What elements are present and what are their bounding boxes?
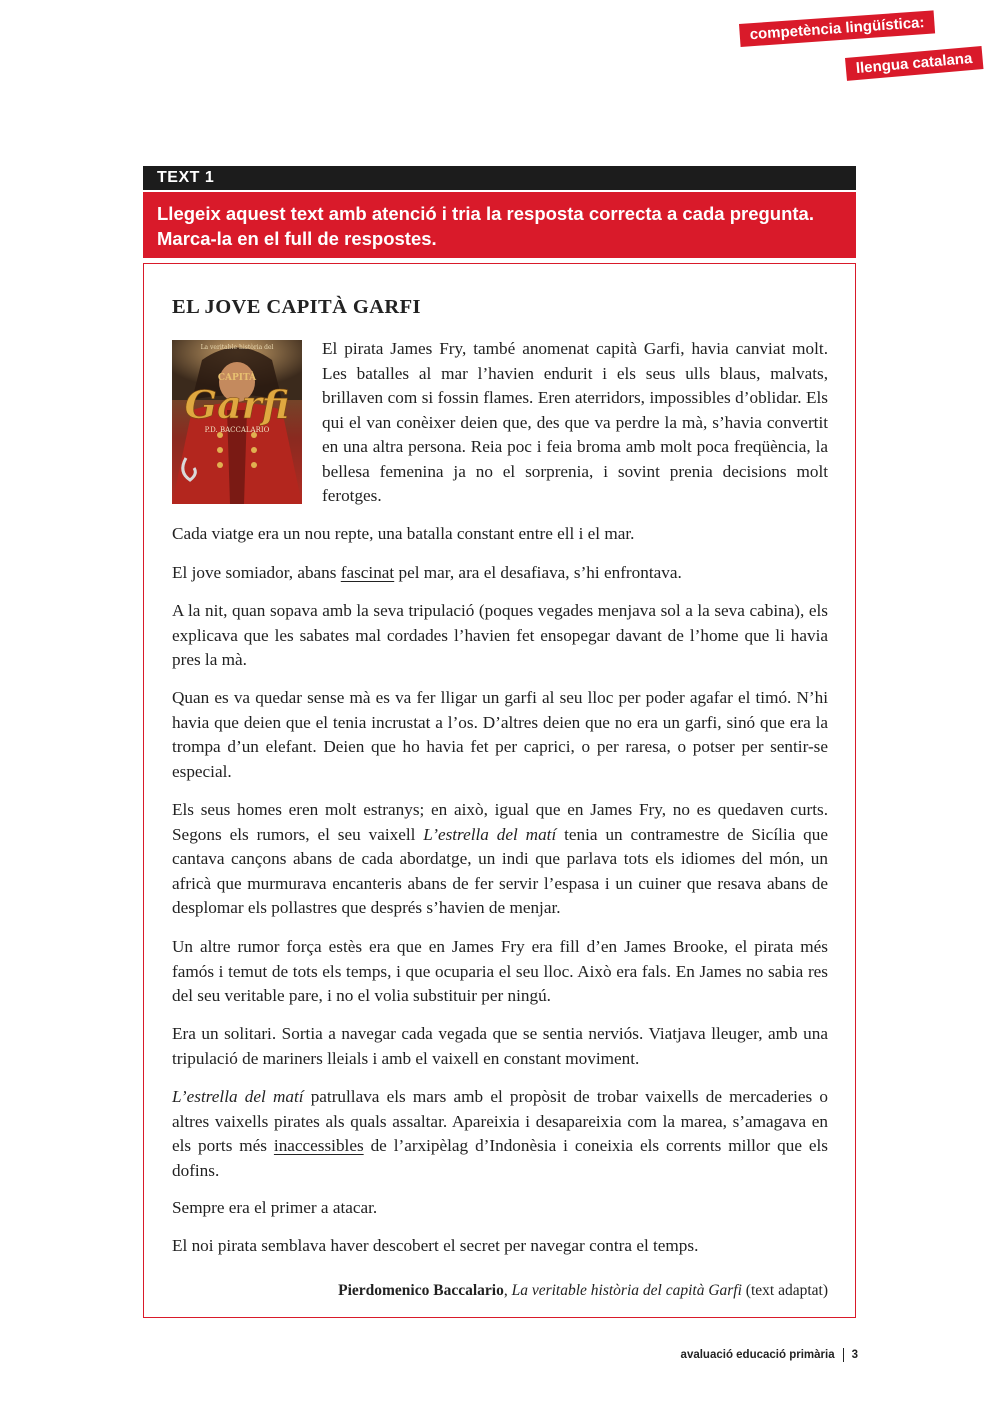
paragraph-9 — [172, 1196, 828, 1221]
paragraph-7 — [172, 1022, 828, 1071]
paragraph-6-text: Un altre rumor força estès era que en James Fry era fill d’en James Brooke, el pirata més famós i temut de tots els temps, i que ocuparia el seu lloc. Això era fals. En James no sabia res del seu veritable pare, i no el volia substituir per ningú. — [172, 937, 828, 1005]
cover-title-small: CAPITÀ — [217, 373, 257, 383]
paragraph-5 — [172, 798, 828, 921]
intro-text: El pirata James Fry, també anomenat capità Garfi, havia canviat molt. Les batalles al mar l’havien endurit i els seus ulls blaus, malvats, brillaven com si fossin flames. Eren aterridors, impossibles d’oblidar. Els qui el van conèixer deien que, des que va perdre la mà, s’havia convertit en una altra persona. Reia poc i feia broma amb molt poca freqüència, la bellesa femenina ja no el sorprenia, i sovint prenia decisions molt ferotges. — [322, 339, 828, 505]
instructions-banner — [143, 192, 856, 258]
instruction-line-1: Llegeix aquest text amb atenció i tria la resposta correcta a cada pregunta. — [157, 203, 814, 224]
paragraph-1 — [172, 522, 828, 547]
p8-middle: patrullava els mars amb el propòsit de trobar vaixells de mercaderies o altres vaixells pirates als quals assaltar. Apareixia i desapareixia com la marea, s’amagava en els ports més — [172, 1087, 828, 1155]
p8-after: de l’arxipèlag d’Indonèsia i coneixia els corrents millor que els dofins. — [172, 1136, 829, 1180]
paragraph-3-text: A la nit, quan sopava amb la seva tripulació (poques vegades menjava sol a la seva cabina), els explicava que les sabates mal cordades l’havien fet ensopegar davant de l’home que li havia pres la mà. — [172, 601, 828, 669]
p5-after: tenia un contramestre de Sicília que cantava cançons abans de cada abordatge, un indi que parlava tots els idiomes del món, un africà que murmurava encanteris abans de fer servir l’espasa i un cuiner que resava abans de desplomar els pollastres que després s’havien de menjar. — [172, 824, 828, 917]
paragraph-1-text: Cada viatge era un nou repte, una batalla constant entre ell i el mar. — [172, 524, 635, 543]
paragraph-9-text: Sempre era el primer a atacar. — [172, 1198, 378, 1217]
ship-name: L’estrella del matí — [423, 824, 557, 844]
citation-author: Pierdomenico Baccalario — [338, 1282, 504, 1299]
paragraph-3 — [172, 599, 828, 673]
citation-work: La veritable història del capità Garfi — [511, 1282, 742, 1299]
page-number: 3 — [851, 1349, 858, 1362]
p5-before: Els seus homes eren molt estranys; en això, igual que en James Fry, no es quedaven curts. Segons els rumors, el seu vaixell — [172, 800, 828, 844]
paragraph-4-text: Quan es va quedar sense mà es va fer lligar un garfi al seu lloc per poder agafar el timó. N’hi havia que deien que el tenia incrustat a l’os. D’altres deien que no era un garfi, sinó que era la trompa d’un elefant. Deien que ho havia fet per caprici, o per raresa, o potser per sentir-se especial. — [172, 688, 828, 781]
footer-text: avaluació educació primària — [680, 1349, 835, 1362]
source-citation — [172, 1282, 828, 1300]
intro-paragraph — [322, 337, 828, 509]
footer-divider — [843, 1348, 844, 1362]
section-label: TEXT 1 — [143, 166, 856, 190]
page-footer — [600, 1348, 858, 1362]
p2-before: El jove somiador, abans — [172, 563, 341, 582]
paragraph-10-text: El noi pirata semblava haver descobert el secret per navegar contra el temps. — [172, 1236, 699, 1255]
instruction-line-2: Marca-la en el full de respostes. — [157, 228, 437, 249]
paragraph-10 — [172, 1234, 828, 1259]
underlined-word-inaccessibles: inaccessibles — [273, 1136, 364, 1155]
ship-name-2: L’estrella del matí — [172, 1087, 304, 1106]
subject-tag-line1: competència lingüística: — [739, 10, 935, 47]
cover-title-big: Garfi — [184, 382, 290, 427]
article-title: EL JOVE CAPITÀ GARFI — [172, 296, 421, 318]
paragraph-7-text: Era un solitari. Sortia a navegar cada vegada que se sentia nerviós. Viatjava lleuger, amb una tripulació de mariners lleials i amb el vaixell en constant moviment. — [172, 1024, 828, 1068]
cover-top-text: La veritable història del — [200, 344, 274, 351]
cover-author: P.D. BACCALARIO — [204, 426, 270, 434]
citation-note: (text adaptat) — [741, 1282, 828, 1299]
subject-tag-line2: llengua catalana — [845, 46, 983, 81]
book-cover-image — [172, 340, 302, 504]
paragraph-8 — [172, 1085, 828, 1183]
paragraph-4 — [172, 686, 828, 784]
citation-separator: , — [503, 1282, 512, 1299]
paragraph-2 — [172, 561, 828, 586]
underlined-word-fascinat: fascinat — [340, 563, 395, 582]
p2-after: pel mar, ara el desafiava, s’hi enfrontava. — [394, 563, 682, 582]
book-cover-illustration — [172, 340, 302, 504]
paragraph-6 — [172, 935, 828, 1009]
